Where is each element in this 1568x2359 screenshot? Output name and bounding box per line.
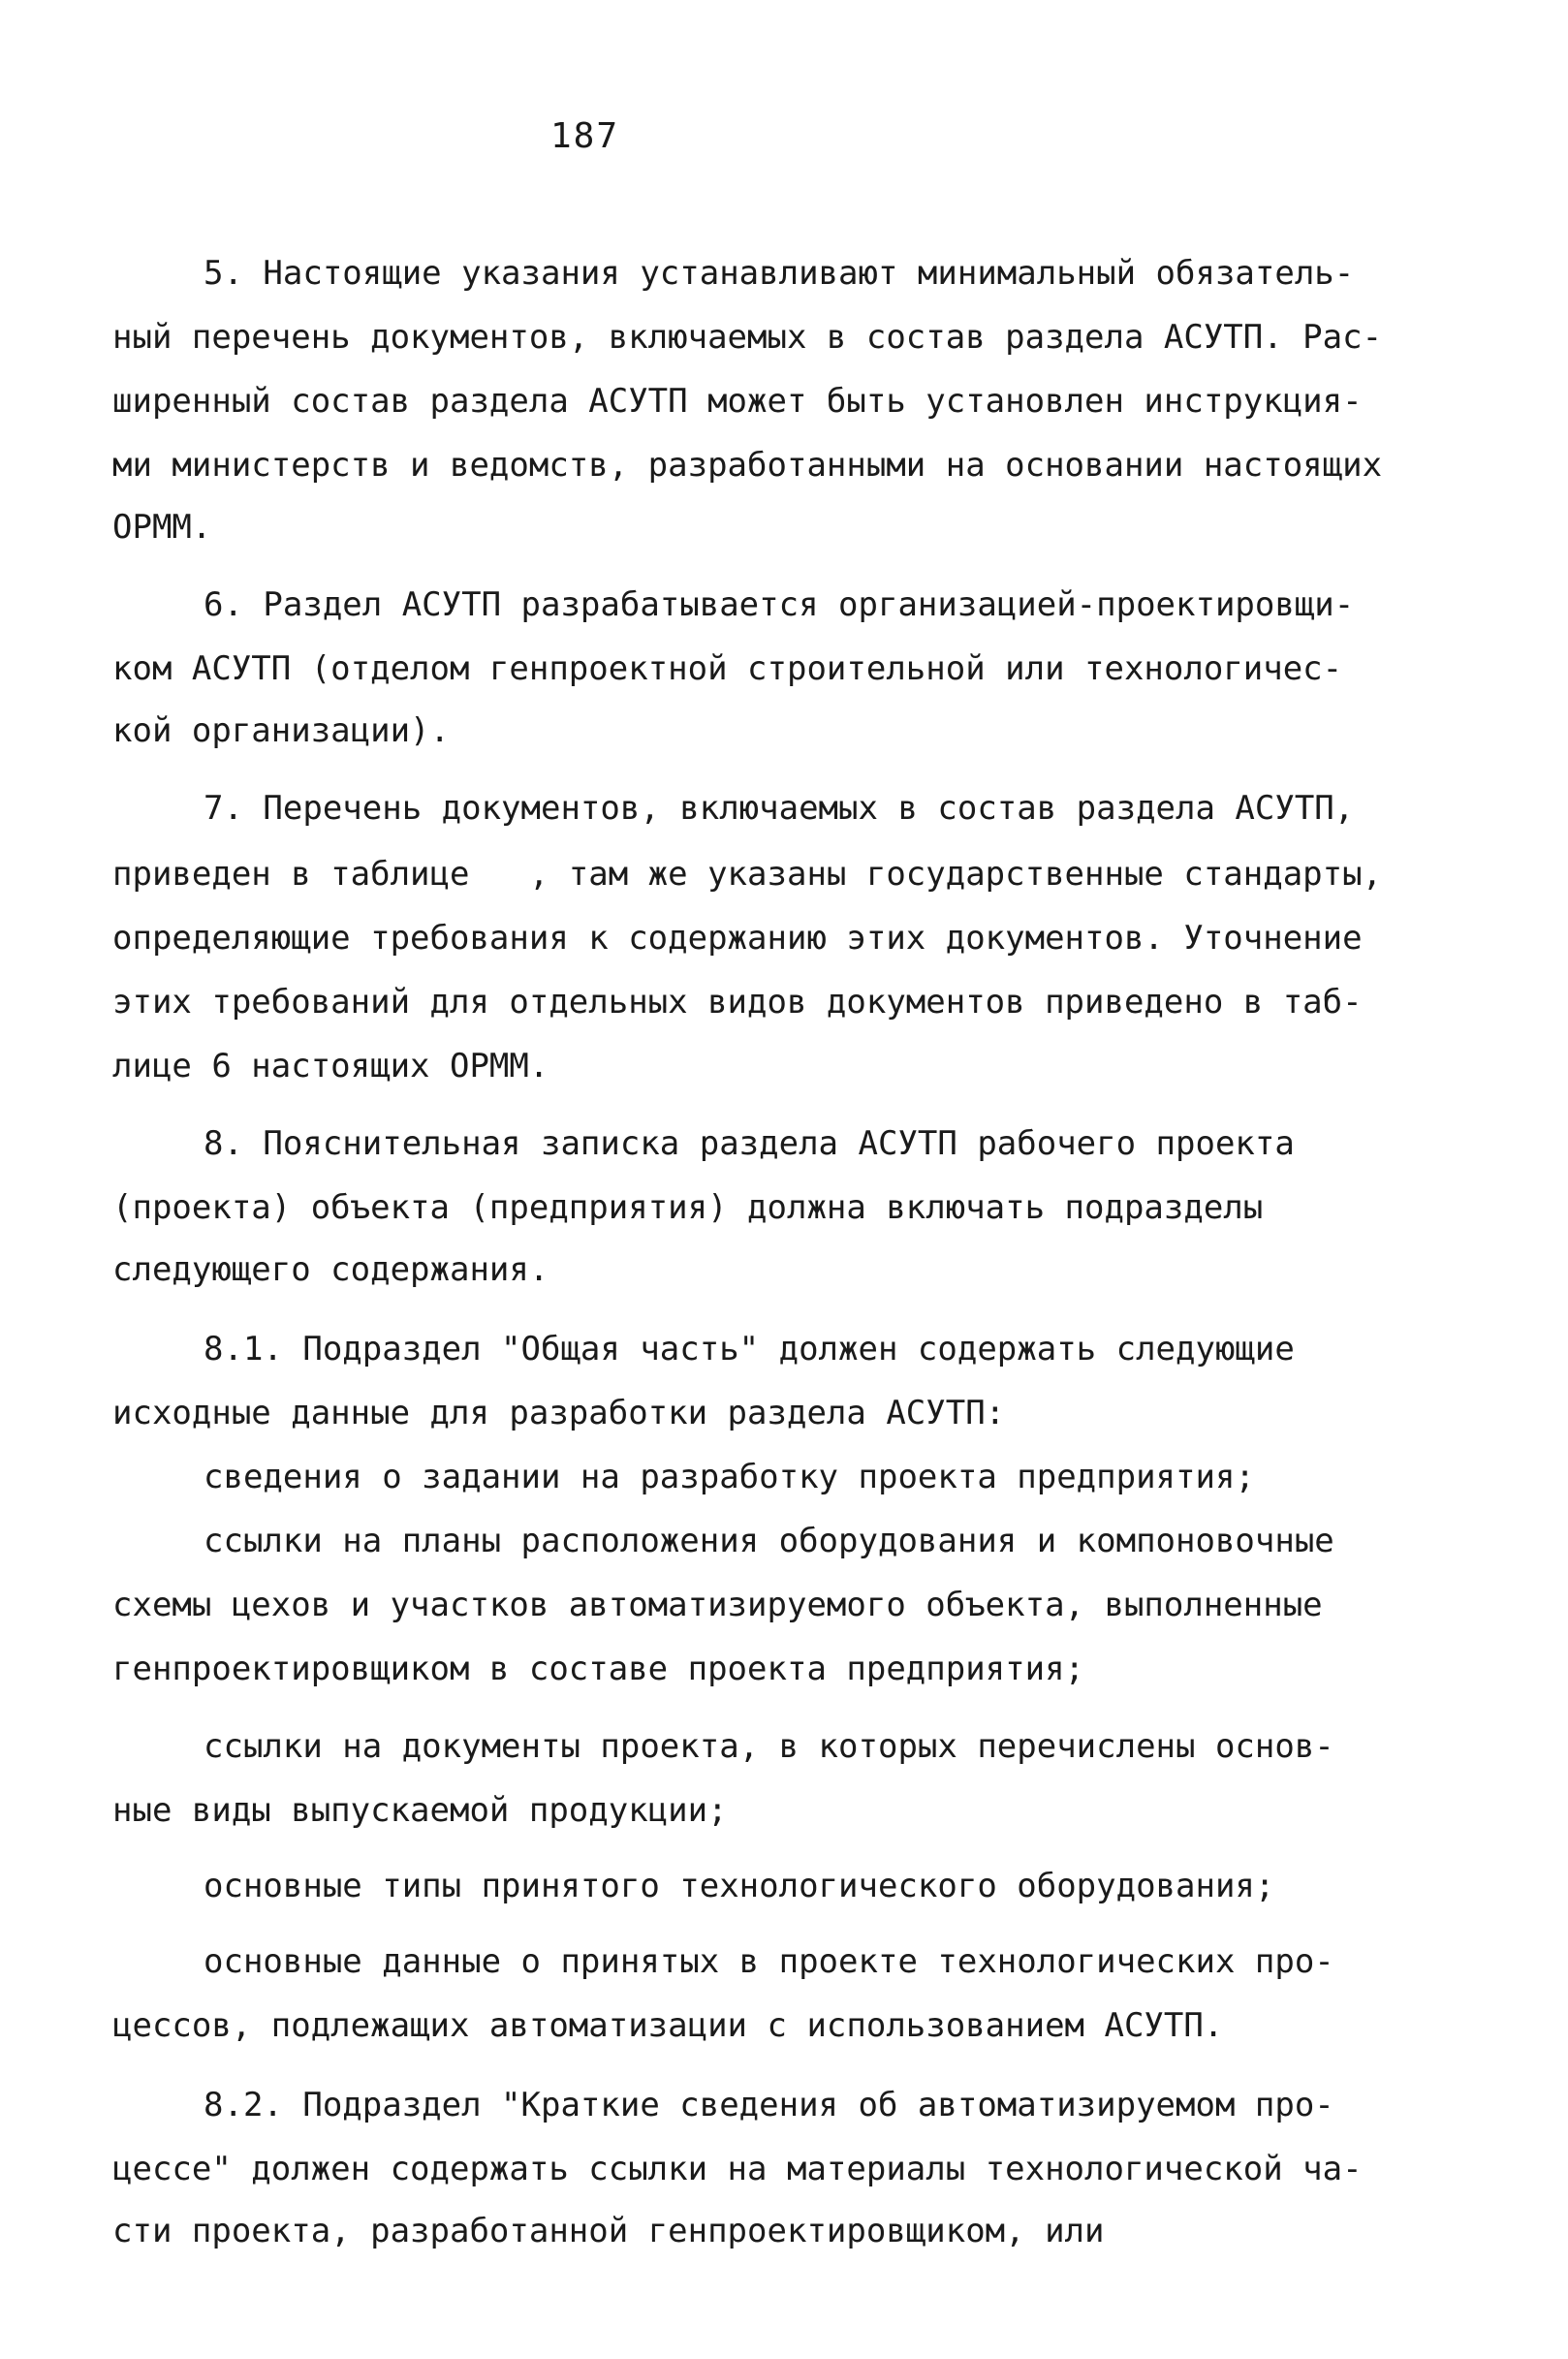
text-line: определяющие требования к содержанию этих документов. Уточнение <box>112 919 1363 958</box>
text-line: этих требований для отдельных видов документов приведено в таб- <box>112 983 1363 1022</box>
text-line: ми министерств и ведомств, разработанными на основании настоящих <box>112 446 1383 485</box>
text-line: генпроектировщиком в составе проекта предприятия; <box>112 1650 1085 1688</box>
text-line: основные данные о принятых в проекте технологических про- <box>204 1942 1334 1981</box>
text-line: ОРММ. <box>112 508 212 547</box>
text-line: ный перечень документов, включаемых в состав раздела АСУТП. Рас- <box>112 318 1383 357</box>
text-line: ширенный состав раздела АСУТП может быть установлен инструкция- <box>112 382 1363 421</box>
text-line: цессе" должен содержать ссылки на материалы технологической ча- <box>112 2150 1363 2188</box>
text-line: сти проекта, разработанной генпроектировщиком, или <box>112 2212 1105 2250</box>
text-line: схемы цехов и участков автоматизируемого объекта, выполненные <box>112 1586 1323 1624</box>
text-line: исходные данные для разработки раздела АСУТП: <box>112 1394 1006 1432</box>
text-line: 8.1. Подраздел "Общая часть" должен содержать следующие <box>204 1330 1295 1368</box>
text-line: (проекта) объекта (предприятия) должна включать подразделы <box>112 1188 1264 1227</box>
text-line: 5. Настоящие указания устанавливают минимальный обязатель- <box>204 254 1355 293</box>
page-number: 187 <box>550 116 620 156</box>
text-line: кой организации). <box>112 711 450 750</box>
text-line: ные виды выпускаемой продукции; <box>112 1791 728 1830</box>
text-line: ссылки на документы проекта, в которых перечислены основ- <box>204 1727 1334 1766</box>
text-line: цессов, подлежащих автоматизации с использованием АСУТП. <box>112 2006 1224 2045</box>
text-line: 8. Пояснительная записка раздела АСУТП рабочего проекта <box>204 1124 1295 1163</box>
text-line: основные типы принятого технологического оборудования; <box>204 1867 1275 1905</box>
text-line: приведен в таблице , там же указаны государственные стандарты, <box>112 855 1383 894</box>
text-line: ком АСУТП (отделом генпроектной строительной или технологичес- <box>112 649 1343 688</box>
text-line: лице 6 настоящих ОРММ. <box>112 1047 549 1085</box>
text-line: следующего содержания. <box>112 1250 549 1289</box>
text-line: 8.2. Подраздел "Краткие сведения об автоматизируемом про- <box>204 2086 1334 2124</box>
text-line: ссылки на планы расположения оборудования и компоновочные <box>204 1522 1334 1560</box>
text-line: 6. Раздел АСУТП разрабатывается организацией-проектировщи- <box>204 585 1355 624</box>
text-line: сведения о задании на разработку проекта предприятия; <box>204 1458 1255 1496</box>
text-line: 7. Перечень документов, включаемых в состав раздела АСУТП, <box>204 789 1355 828</box>
